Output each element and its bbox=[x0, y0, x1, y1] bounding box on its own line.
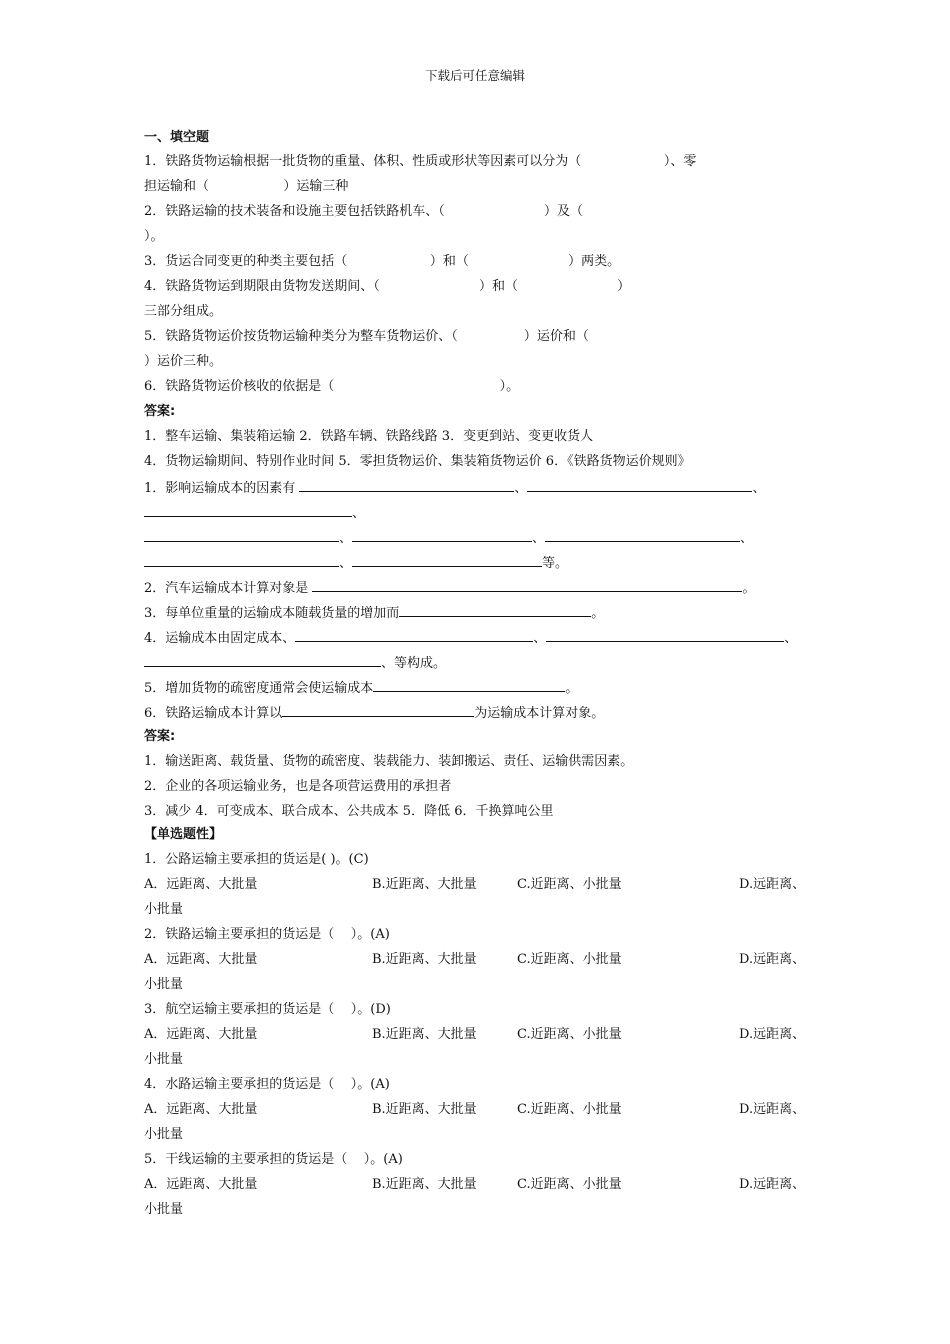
cost-answer-title: 答案: bbox=[144, 729, 176, 744]
blank bbox=[295, 628, 533, 642]
sep: 、 bbox=[532, 531, 546, 546]
page-header: 下载后可任意编辑 bbox=[424, 68, 525, 83]
single-q5: 5．干线运输的主要承担的货运是（ ）。(A) bbox=[144, 1152, 403, 1167]
option-b: B.近距离、大批量 bbox=[372, 1177, 477, 1192]
blank bbox=[399, 603, 591, 617]
period: 。 bbox=[742, 581, 756, 596]
option-d-cont: 小批量 bbox=[144, 1127, 184, 1142]
fill-q4-line1: 4．铁路货物运到期限由货物发送期间、（ ）和（ ） bbox=[144, 279, 631, 294]
option-c: C.近距离、小批量 bbox=[517, 1027, 622, 1042]
option-d: D.远距离、 bbox=[739, 1177, 806, 1192]
cost-q2 bbox=[144, 578, 755, 598]
option-c: C.近距离、小批量 bbox=[517, 1102, 622, 1117]
blank bbox=[144, 528, 339, 542]
period: 。 bbox=[565, 681, 579, 696]
cost-q4-line1 bbox=[144, 628, 797, 648]
option-c: C.近距离、小批量 bbox=[517, 877, 622, 892]
fill-q2-line2: ）。 bbox=[144, 229, 164, 244]
cost-q2-prefix: 2．汽车运输成本计算对象是 bbox=[144, 581, 309, 596]
option-a: A．远距离、大批量 bbox=[144, 877, 258, 892]
option-d-cont: 小批量 bbox=[144, 902, 184, 917]
blank bbox=[352, 528, 532, 542]
fill-answer-title: 答案: bbox=[144, 404, 176, 419]
section-title-fill: 一、填空题 bbox=[144, 130, 210, 145]
cost-q3 bbox=[144, 603, 604, 623]
option-d-cont: 小批量 bbox=[144, 1052, 184, 1067]
fill-q3: 3．货运合同变更的种类主要包括（ ）和（ ）两类。 bbox=[144, 254, 621, 269]
option-c: C.近距离、小批量 bbox=[517, 1177, 622, 1192]
sep: 、 bbox=[752, 481, 766, 496]
option-d-cont: 小批量 bbox=[144, 1202, 184, 1217]
cost-q3-prefix: 3．每单位重量的运输成本随载货量的增加而 bbox=[144, 606, 400, 621]
blank bbox=[545, 528, 740, 542]
option-d: D.远距离、 bbox=[739, 952, 806, 967]
fill-q6: 6．铁路货物运价核收的依据是（ ）。 bbox=[144, 379, 520, 394]
period: 。 bbox=[591, 606, 605, 621]
cost-q1-line3 bbox=[144, 528, 753, 548]
cost-q6-prefix: 6．铁路运输成本计算以 bbox=[144, 706, 283, 721]
fill-answer-2: 4．货物运输期间、特别作业时间 5．零担货物运价、集装箱货物运价 6．《铁路货物运价规则》 bbox=[144, 454, 691, 469]
fill-q5-line1: 5．铁路货物运价按货物运输种类分为整车货物运价、（ ）运价和（ bbox=[144, 329, 589, 344]
option-a: A．远距离、大批量 bbox=[144, 952, 258, 967]
cost-q5 bbox=[144, 678, 578, 698]
cost-q1-line4 bbox=[144, 553, 568, 573]
blank bbox=[144, 553, 339, 567]
blank bbox=[373, 678, 565, 692]
option-b: B.近距离、大批量 bbox=[372, 1102, 477, 1117]
cost-q4-prefix: 4．运输成本由固定成本、 bbox=[144, 631, 296, 646]
cost-q1-line2 bbox=[144, 503, 365, 523]
option-a: A．远距离、大批量 bbox=[144, 1177, 258, 1192]
blank bbox=[144, 653, 381, 667]
cost-q6-suffix: 为运输成本计算对象。 bbox=[474, 706, 605, 721]
deng: 等。 bbox=[542, 556, 569, 571]
cost-answer-3: 3．减少 4．可变成本、联合成本、公共成本 5．降低 6．千换算吨公里 bbox=[144, 804, 554, 819]
single-q1: 1．公路运输主要承担的货运是( )。(C) bbox=[144, 852, 369, 867]
option-c: C.近距离、小批量 bbox=[517, 952, 622, 967]
option-d: D.远距离、 bbox=[739, 1102, 806, 1117]
fill-q5-line2: ）运价三种。 bbox=[144, 354, 223, 369]
option-d: D.远距离、 bbox=[739, 1027, 806, 1042]
option-b: B.近距离、大批量 bbox=[372, 877, 477, 892]
option-a: A．远距离、大批量 bbox=[144, 1027, 258, 1042]
option-d-cont: 小批量 bbox=[144, 977, 184, 992]
sep: 、 bbox=[740, 531, 754, 546]
blank bbox=[352, 553, 542, 567]
fill-q2-line1: 2．铁路运输的技术装备和设施主要包括铁路机车、（ ）及（ bbox=[144, 204, 583, 219]
blank bbox=[527, 478, 752, 492]
single-q2: 2．铁路运输主要承担的货运是（ ）。(A) bbox=[144, 927, 390, 942]
fill-q1-line2: 担运输和（ ）运输三种 bbox=[144, 179, 349, 194]
cost-q1-prefix: 1．影响运输成本的因素有 bbox=[144, 481, 296, 496]
cost-q5-prefix: 5．增加货物的疏密度通常会使运输成本 bbox=[144, 681, 374, 696]
cost-q4-line2 bbox=[144, 653, 446, 673]
cost-q1-line1 bbox=[144, 478, 765, 498]
cost-answer-1: 1．输送距离、载货量、货物的疏密度、装载能力、装卸搬运、责任、运输供需因素。 bbox=[144, 754, 634, 769]
sep: 、 bbox=[533, 631, 547, 646]
sep: 、 bbox=[352, 506, 366, 521]
fill-answer-1: 1．整车运输、集装箱运输 2．铁路车辆、铁路线路 3．变更到站、变更收货人 bbox=[144, 429, 594, 444]
blank bbox=[546, 628, 784, 642]
sep: 、 bbox=[339, 531, 353, 546]
cost-q6 bbox=[144, 703, 604, 723]
single-q3: 3．航空运输主要承担的货运是（ ）。(D) bbox=[144, 1002, 391, 1017]
option-d: D.远距离、 bbox=[739, 877, 806, 892]
fill-q1-line1: 1．铁路货物运输根据一批货物的重量、体积、性质或形状等因素可以分为（ ）、零 bbox=[144, 154, 697, 169]
sep: 、 bbox=[784, 631, 798, 646]
blank bbox=[299, 478, 514, 492]
single-q4: 4．水路运输主要承担的货运是（ ）。(A) bbox=[144, 1077, 390, 1092]
blank bbox=[312, 578, 742, 592]
fill-q4-line2: 三部分组成。 bbox=[144, 304, 223, 319]
section-title-single: 【单选题性】 bbox=[144, 827, 223, 842]
option-b: B.近距离、大批量 bbox=[372, 1027, 477, 1042]
blank bbox=[144, 503, 352, 517]
sep: 、 bbox=[514, 481, 528, 496]
sep: 、 bbox=[339, 556, 353, 571]
cost-q4-suffix: 、等构成。 bbox=[381, 656, 447, 671]
option-b: B.近距离、大批量 bbox=[372, 952, 477, 967]
cost-answer-2: 2．企业的各项运输业务，也是各项营运费用的承担者 bbox=[144, 779, 452, 794]
option-a: A．远距离、大批量 bbox=[144, 1102, 258, 1117]
blank bbox=[282, 703, 474, 717]
